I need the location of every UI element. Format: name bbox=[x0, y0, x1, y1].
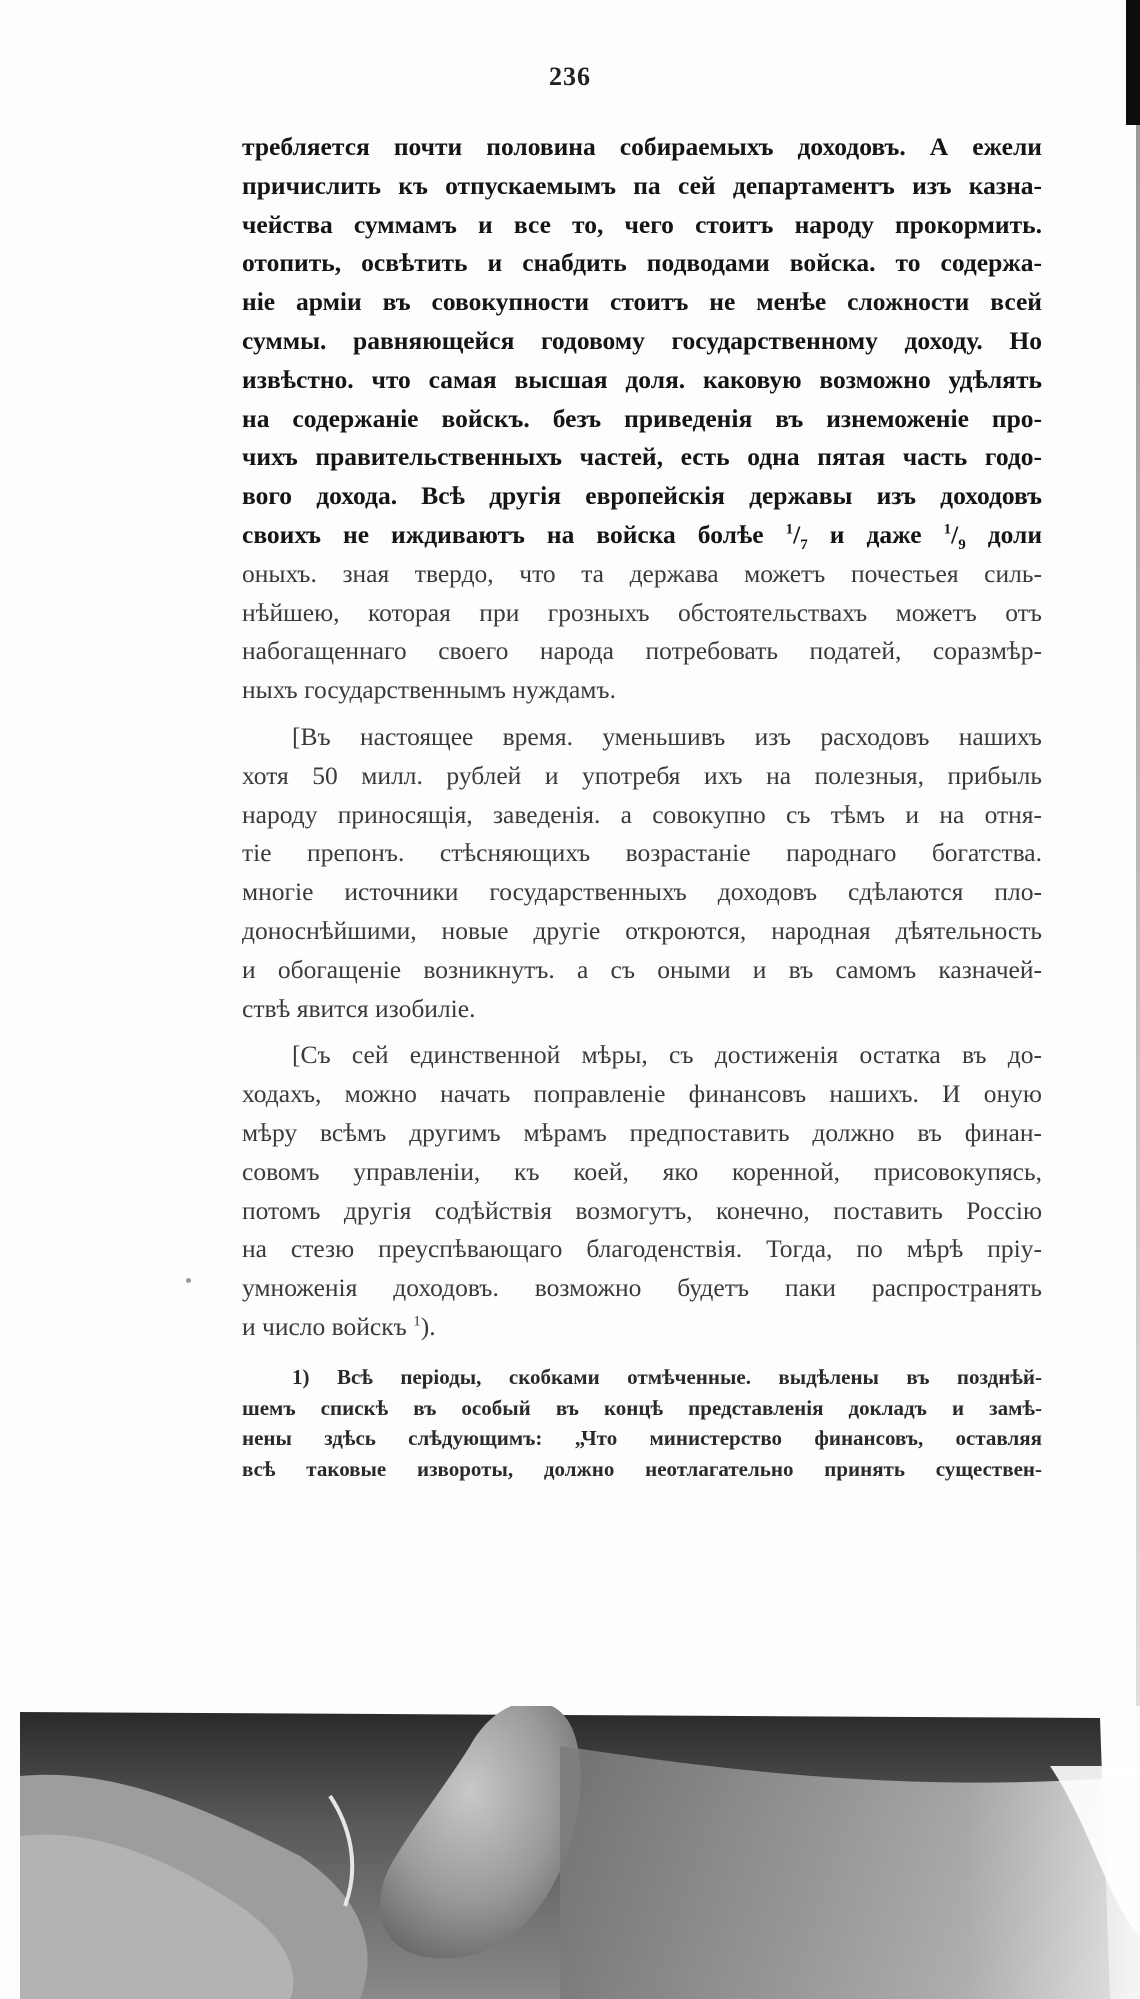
text-line: [Съ сей единственной мѣры, съ достиженія остатка въ до- bbox=[292, 1040, 1042, 1070]
text-line: мѣру всѣмъ другимъ мѣрамъ предпоставить должно въ финан- bbox=[242, 1117, 1042, 1147]
last-line-text: и число войскъ bbox=[242, 1311, 407, 1341]
text-line: ніе арміи въ совокупности стоитъ не менѣе сложности всей bbox=[242, 287, 1042, 317]
text-line: отопить, освѣтить и снабдить подводами войска. то содержа- bbox=[242, 248, 1042, 278]
text-line: чихъ правительственныхъ частей, есть одна пятая часть годо- bbox=[242, 442, 1042, 472]
margin-speck bbox=[186, 1278, 191, 1283]
footnote-reference: 1 bbox=[413, 1313, 421, 1330]
text-line-fractions: своихъ не иждиваютъ на войска болѣе $^1/_7$ и даже $^1/_9$ доли bbox=[242, 519, 1042, 554]
fraction-line-start: своихъ не иждиваютъ на войска болѣе bbox=[242, 519, 764, 549]
text-line: оныхъ. зная твердо, что та держава можетъ почестьея силь- bbox=[242, 558, 1042, 588]
fraction-line-mid: и даже bbox=[829, 519, 922, 549]
text-line: совомъ управленіи, къ коей, яко коренной, присовокупясь, bbox=[242, 1156, 1042, 1186]
footnote-line: всѣ таковые извороты, должно неотлагательно принять существен- bbox=[242, 1456, 1042, 1481]
text-line: умноженія доходовъ. возможно будетъ паки распространять bbox=[242, 1273, 1042, 1303]
footnote-line: шемъ спискѣ въ особый въ концѣ представленія докладъ и замѣ- bbox=[242, 1395, 1042, 1420]
thumb-and-book-edge-image bbox=[0, 1706, 1140, 1999]
text-line: причислить къ отпускаемымъ па сей департаментъ изъ казна- bbox=[242, 170, 1042, 200]
fraction-2-numerator: 1 bbox=[943, 521, 952, 538]
page-number: 236 bbox=[549, 62, 591, 91]
footnote-text: Всѣ періоды, скобками отмѣченные. выдѣлены въ позднѣй- bbox=[336, 1365, 1042, 1389]
scan-bottom-photo bbox=[0, 1706, 1140, 1999]
main-text bbox=[242, 128, 1042, 1347]
text-line: многіе источники государственныхъ доходовъ сдѣлаются пло- bbox=[242, 877, 1042, 907]
text-line: на содержаніе войскъ. безъ приведенія въ изнеможеніе про- bbox=[242, 403, 1042, 433]
text-line: ствѣ явится изобиліе. bbox=[242, 993, 476, 1023]
text-line: доноснѣйшими, новые другіе откроются, народная дѣятельность bbox=[242, 915, 1042, 945]
footnote-line bbox=[242, 1362, 1042, 1393]
fraction-line-end: доли bbox=[987, 519, 1042, 549]
paragraph-gap bbox=[242, 1028, 1042, 1036]
text-line: на стезю преуспѣвающаго благоденствія. Тогда, по мѣрѣ пріу- bbox=[242, 1234, 1042, 1264]
footnote-marker: 1) bbox=[292, 1365, 310, 1389]
text-line: ходахъ, можно начать поправленіе финансовъ нашихъ. И оную bbox=[242, 1079, 1042, 1109]
text-line: ныхъ государственнымъ нуждамъ. bbox=[242, 675, 616, 705]
text-line: потомъ другія содѣйствія возмогутъ, конечно, поставить Россію bbox=[242, 1195, 1042, 1225]
fraction-2-denominator: 9 bbox=[958, 537, 966, 554]
text-line: тіе препонъ. стѣсняющихъ возрастаніе пароднаго богатства. bbox=[242, 838, 1042, 868]
text-line: хотя 50 милл. рублей и употребя ихъ на полезныя, прибыль bbox=[242, 760, 1042, 790]
text-line: вого дохода. Всѣ другія европейскія державы изъ доходовъ bbox=[242, 481, 1042, 511]
footnote-line: нены здѣсь слѣдующимъ: „Что министерство финансовъ, оставляя bbox=[242, 1426, 1042, 1450]
text-line: [Въ настоящее время. уменьшивъ изъ расходовъ нашихъ bbox=[292, 721, 1042, 751]
last-line-tail: ). bbox=[420, 1311, 436, 1341]
text-line: извѣстно. что самая высшая доля. каковую возможно удѣлять bbox=[242, 364, 1042, 394]
text-line: нѣйшею, которая при грозныхъ обстоятельствахъ можетъ отъ bbox=[242, 597, 1042, 627]
fraction-1-denominator: 7 bbox=[800, 537, 808, 554]
text-line: и обогащеніе возникнутъ. а съ оными и въ самомъ казначей- bbox=[242, 954, 1042, 984]
book-edge-gradient bbox=[1136, 125, 1140, 1725]
footnote bbox=[242, 1362, 1042, 1484]
text-line: суммы. равняющейся годовому государственному доходу. Но bbox=[242, 325, 1042, 355]
paragraph-gap bbox=[242, 710, 1042, 718]
fraction-1-numerator: 1 bbox=[785, 521, 794, 538]
text-line: чейства суммамъ и все то, чего стоитъ народу прокормить. bbox=[242, 209, 1042, 239]
text-line: народу приносящія, заведенія. а совокупно съ тѣмъ и на отня- bbox=[242, 799, 1042, 829]
text-line-last bbox=[242, 1308, 1042, 1347]
text-line: требляется почти половина собираемыхъ доходовъ. А ежели bbox=[242, 132, 1042, 161]
text-line: набогащеннаго своего народа потребовать податей, соразмѣр- bbox=[242, 636, 1042, 666]
